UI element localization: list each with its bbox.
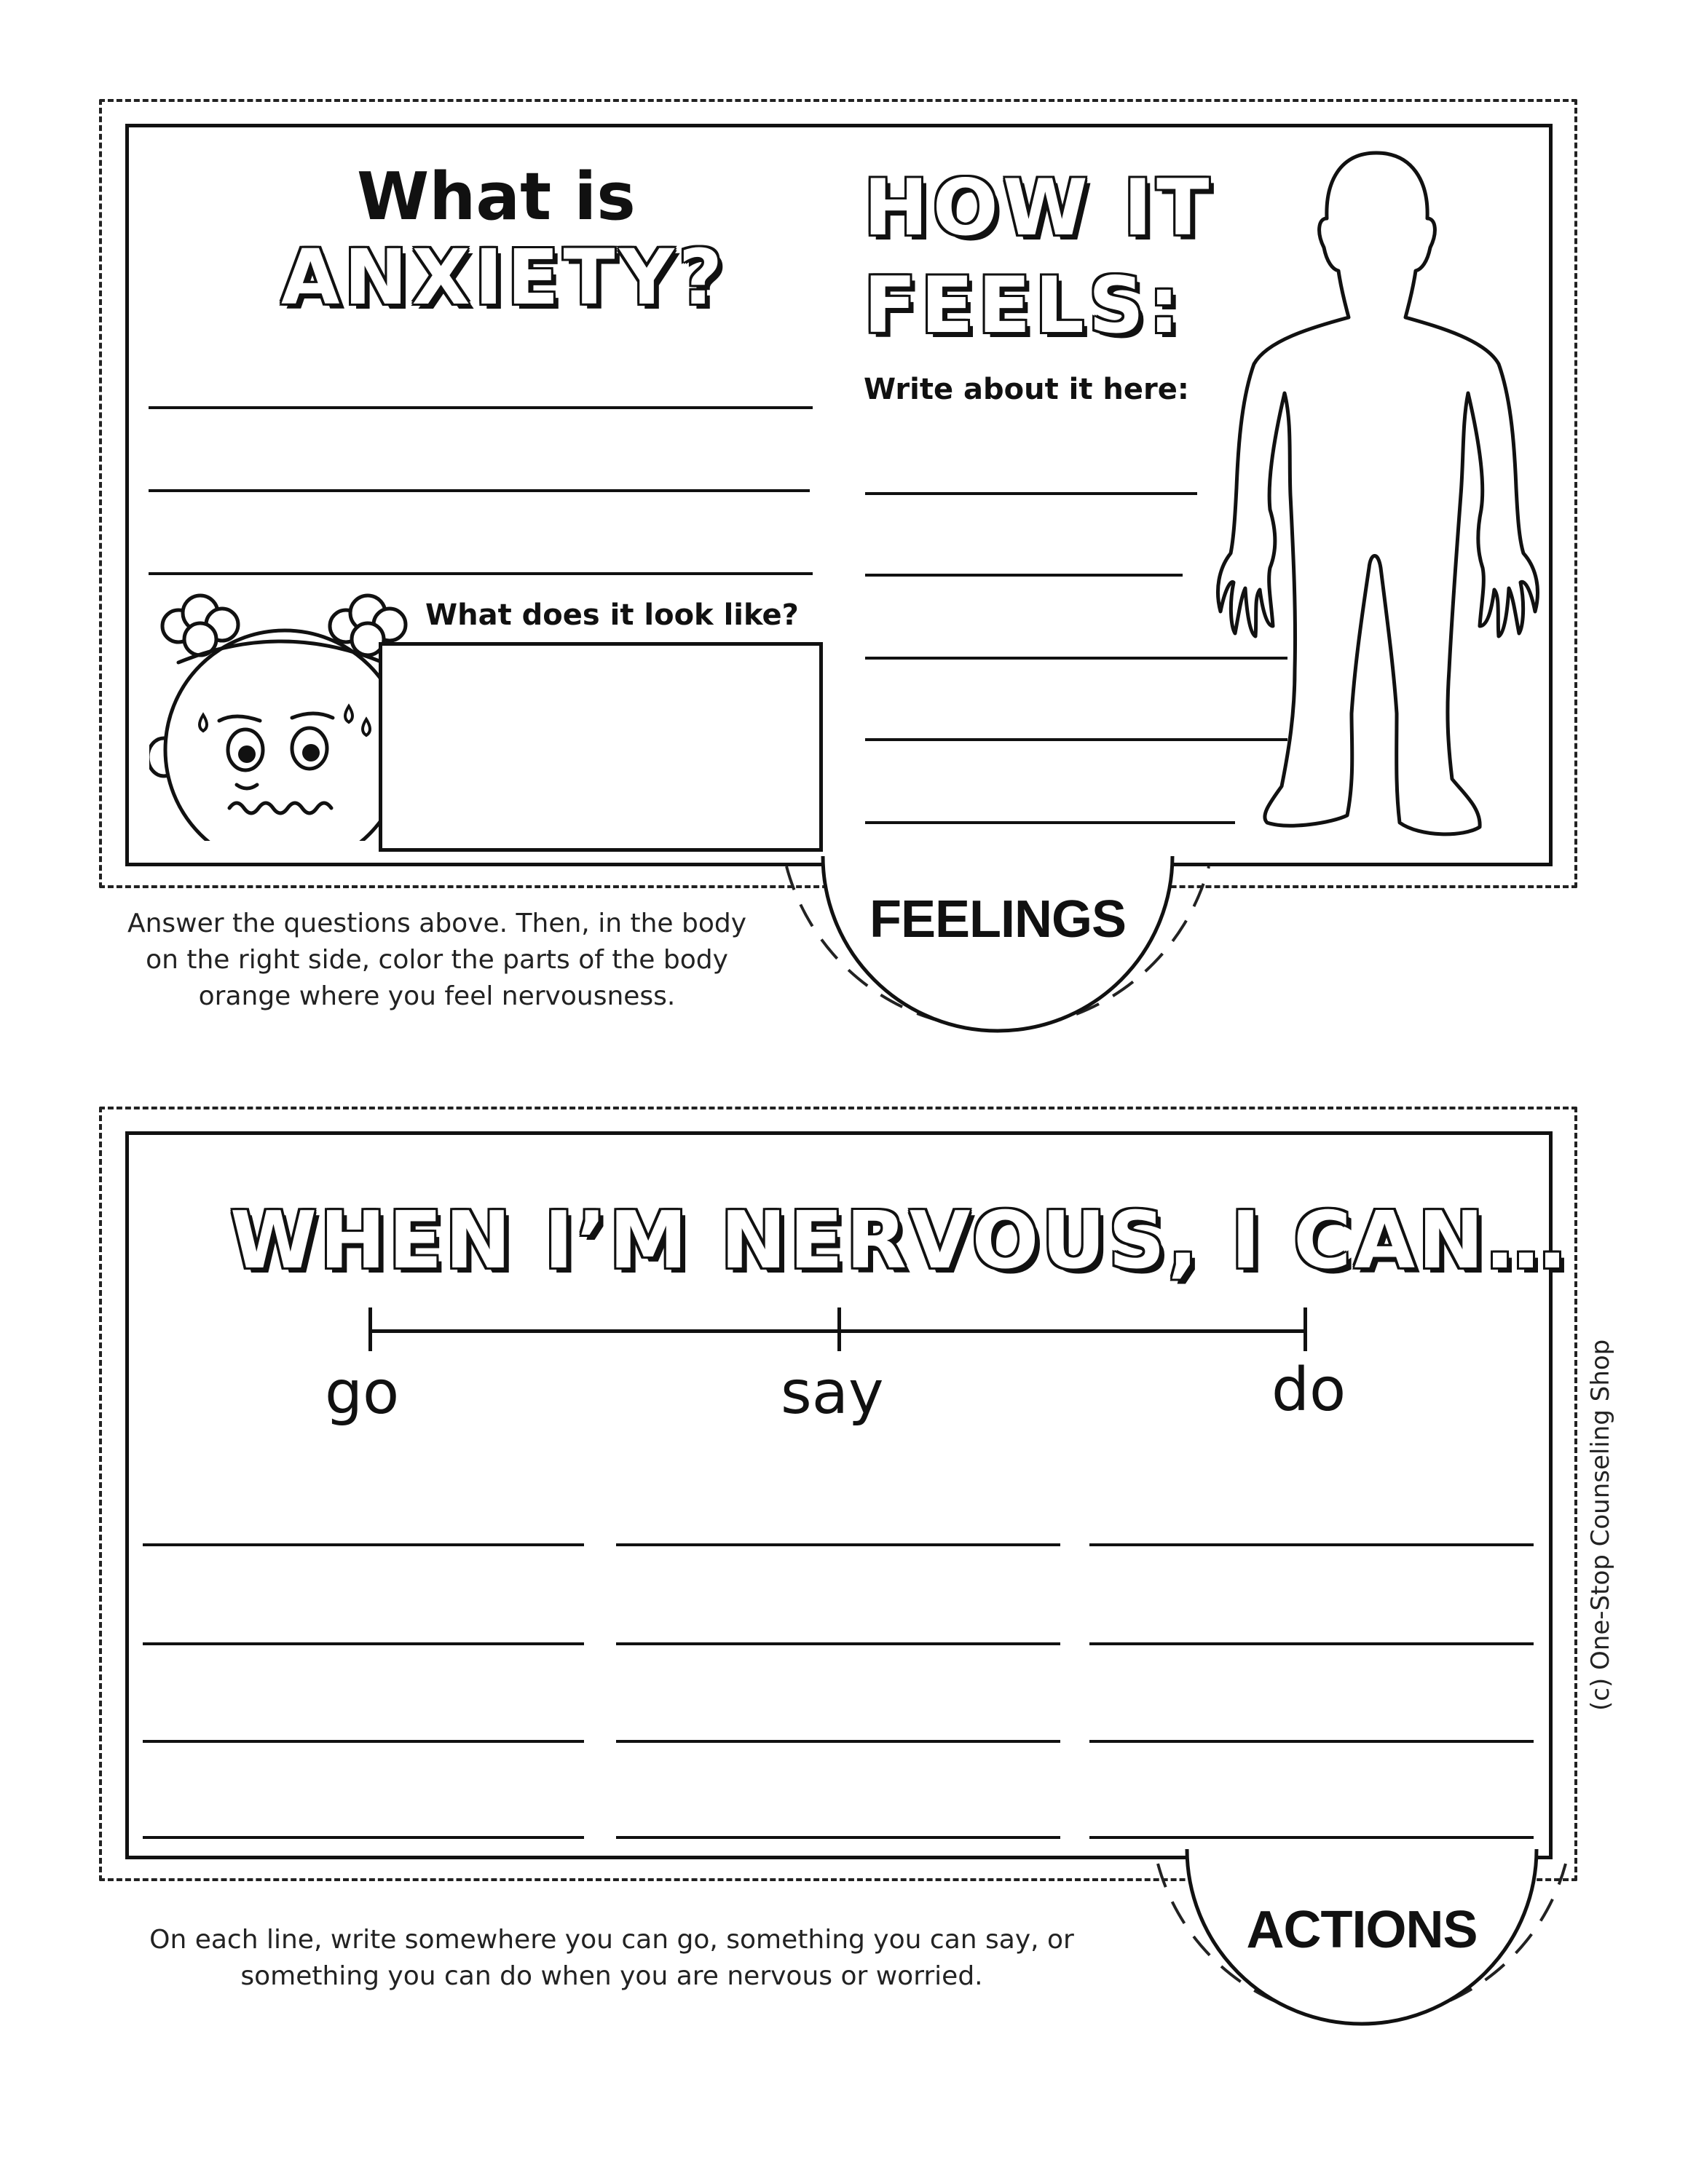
anxiety-title-line2: ANXIETY? xyxy=(281,233,727,322)
body-outline-icon[interactable] xyxy=(1209,146,1544,844)
feels-title-line2: FEELS: xyxy=(864,261,1184,350)
timeline-tick xyxy=(837,1307,841,1351)
feelings-tab[interactable] xyxy=(816,856,1180,1045)
feels-writing-line[interactable] xyxy=(865,821,1235,824)
say-writing-line[interactable] xyxy=(616,1543,1060,1546)
timeline-tick xyxy=(368,1307,372,1351)
write-prompt: Write about it here: xyxy=(864,373,1189,406)
instruction-line: orange where you feel nervousness. xyxy=(198,981,676,1011)
go-writing-line[interactable] xyxy=(143,1740,584,1743)
anxiety-writing-line[interactable] xyxy=(149,406,813,409)
anxiety-writing-line[interactable] xyxy=(149,572,813,575)
look-drawing-box[interactable] xyxy=(379,642,823,852)
go-writing-line[interactable] xyxy=(143,1642,584,1645)
go-writing-line[interactable] xyxy=(143,1836,584,1839)
actions-title: WHEN I’M NERVOUS, I CAN… xyxy=(230,1195,1569,1286)
do-writing-line[interactable] xyxy=(1089,1836,1534,1839)
column-label-go: go xyxy=(325,1358,400,1428)
say-writing-line[interactable] xyxy=(616,1836,1060,1839)
actions-tab-label: ACTIONS xyxy=(1246,1901,1478,1959)
column-label-say: say xyxy=(781,1358,884,1428)
do-writing-line[interactable] xyxy=(1089,1740,1534,1743)
instruction-line: on the right side, color the parts of the body xyxy=(146,945,728,975)
copyright-text: (c) One-Stop Counseling Shop xyxy=(1586,1339,1615,1711)
feelings-tab-label: FEELINGS xyxy=(869,890,1127,949)
instruction-line: Answer the questions above. Then, in the body xyxy=(127,909,747,938)
anxiety-title-line1: What is xyxy=(357,159,636,235)
timeline-tick xyxy=(1304,1307,1307,1351)
do-writing-line[interactable] xyxy=(1089,1642,1534,1645)
do-writing-line[interactable] xyxy=(1089,1543,1534,1546)
say-writing-line[interactable] xyxy=(616,1740,1060,1743)
feels-writing-line[interactable] xyxy=(865,574,1183,577)
feels-title-line1: HOW IT xyxy=(864,163,1214,253)
go-writing-line[interactable] xyxy=(143,1543,584,1546)
column-label-do: do xyxy=(1271,1356,1346,1425)
feels-writing-line[interactable] xyxy=(865,492,1197,495)
say-writing-line[interactable] xyxy=(616,1642,1060,1645)
instruction-line: something you can do when you are nervous or worried. xyxy=(240,1961,983,1991)
actions-instructions xyxy=(102,1922,1121,1995)
instruction-line: On each line, write somewhere you can go, something you can say, or xyxy=(149,1925,1074,1955)
look-prompt: What does it look like? xyxy=(425,598,799,632)
anxiety-writing-line[interactable] xyxy=(149,489,810,492)
feelings-instructions xyxy=(87,906,786,1015)
